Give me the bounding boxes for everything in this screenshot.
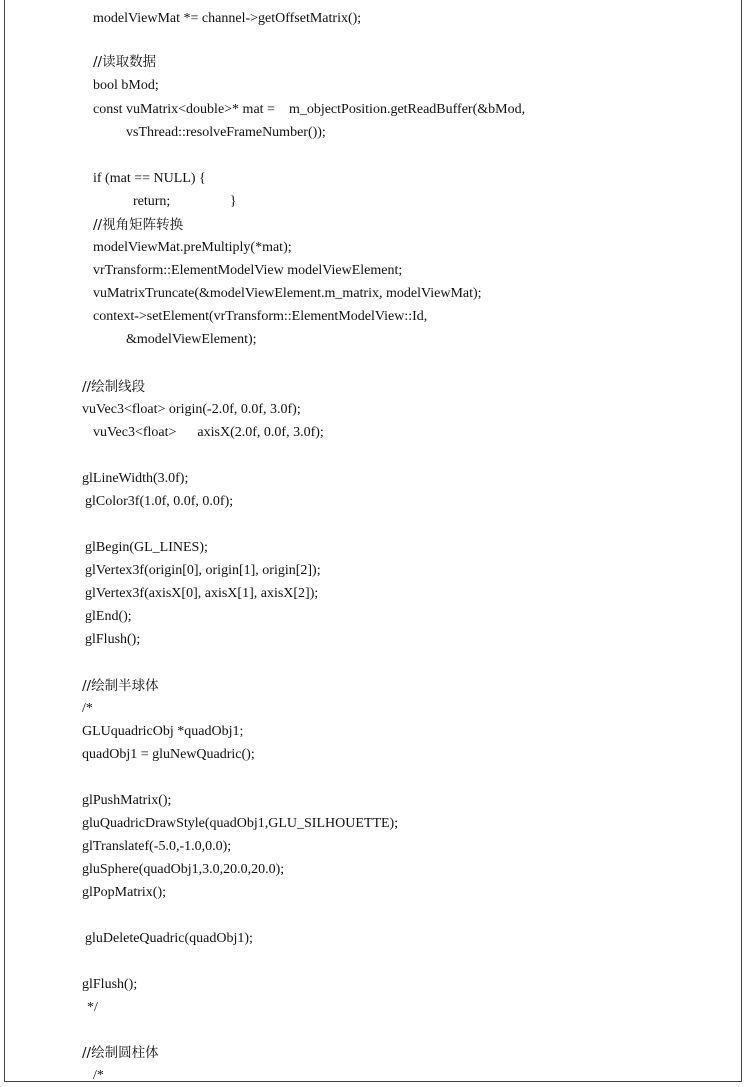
code-line: const vuMatrix<double>* mat = m_objectPosition.getReadBuffer(&bMod,	[93, 102, 526, 117]
comment-line: //绘制圆柱体	[82, 1045, 159, 1061]
code-line: glFlush();	[85, 632, 141, 647]
code-line: glPushMatrix();	[82, 793, 172, 808]
code-line: quadObj1 = gluNewQuadric();	[82, 747, 255, 762]
comment-line: //绘制线段	[82, 379, 146, 395]
code-line: glLineWidth(3.0f);	[82, 471, 189, 486]
code-line: gluQuadricDrawStyle(quadObj1,GLU_SILHOUETTE);	[82, 816, 399, 831]
code-line: gluSphere(quadObj1,3.0,20.0,20.0);	[82, 862, 285, 877]
code-line: return; }	[133, 194, 237, 209]
comment-line: //绘制半球体	[82, 678, 159, 694]
code-line: glVertex3f(axisX[0], axisX[1], axisX[2]);	[85, 586, 319, 601]
code-line: /*	[93, 1068, 104, 1083]
code-line: glPopMatrix();	[82, 885, 166, 900]
code-line: glVertex3f(origin[0], origin[1], origin[2]);	[85, 563, 321, 578]
code-line: modelViewMat.preMultiply(*mat);	[93, 240, 292, 255]
code-line: /*	[82, 701, 93, 716]
code-line: vrTransform::ElementModelView modelViewElement;	[93, 263, 403, 278]
code-line: glFlush();	[82, 977, 138, 992]
code-line: vuMatrixTruncate(&modelViewElement.m_matrix, modelViewMat);	[93, 286, 482, 301]
code-line: vsThread::resolveFrameNumber());	[126, 125, 326, 140]
code-line: if (mat == NULL) {	[93, 171, 206, 186]
code-line: vuVec3<float> axisX(2.0f, 0.0f, 3.0f);	[93, 425, 324, 440]
code-line: glTranslatef(-5.0,-1.0,0.0);	[82, 839, 232, 854]
code-line: glEnd();	[85, 609, 132, 624]
code-line: vuVec3<float> origin(-2.0f, 0.0f, 3.0f);	[82, 402, 301, 417]
code-line: glBegin(GL_LINES);	[85, 540, 208, 555]
code-line: &modelViewElement);	[126, 332, 257, 347]
comment-line: //视角矩阵转换	[93, 217, 184, 233]
code-line: glColor3f(1.0f, 0.0f, 0.0f);	[85, 494, 234, 509]
code-line: modelViewMat *= channel->getOffsetMatrix();	[93, 11, 362, 26]
comment-line: //读取数据	[93, 54, 157, 70]
code-line: context->setElement(vrTransform::ElementModelView::Id,	[93, 309, 428, 324]
code-line: */	[87, 1000, 98, 1015]
code-line: GLUquadricObj *quadObj1;	[82, 724, 244, 739]
code-line: gluDeleteQuadric(quadObj1);	[85, 931, 253, 946]
code-line: bool bMod;	[93, 78, 159, 93]
